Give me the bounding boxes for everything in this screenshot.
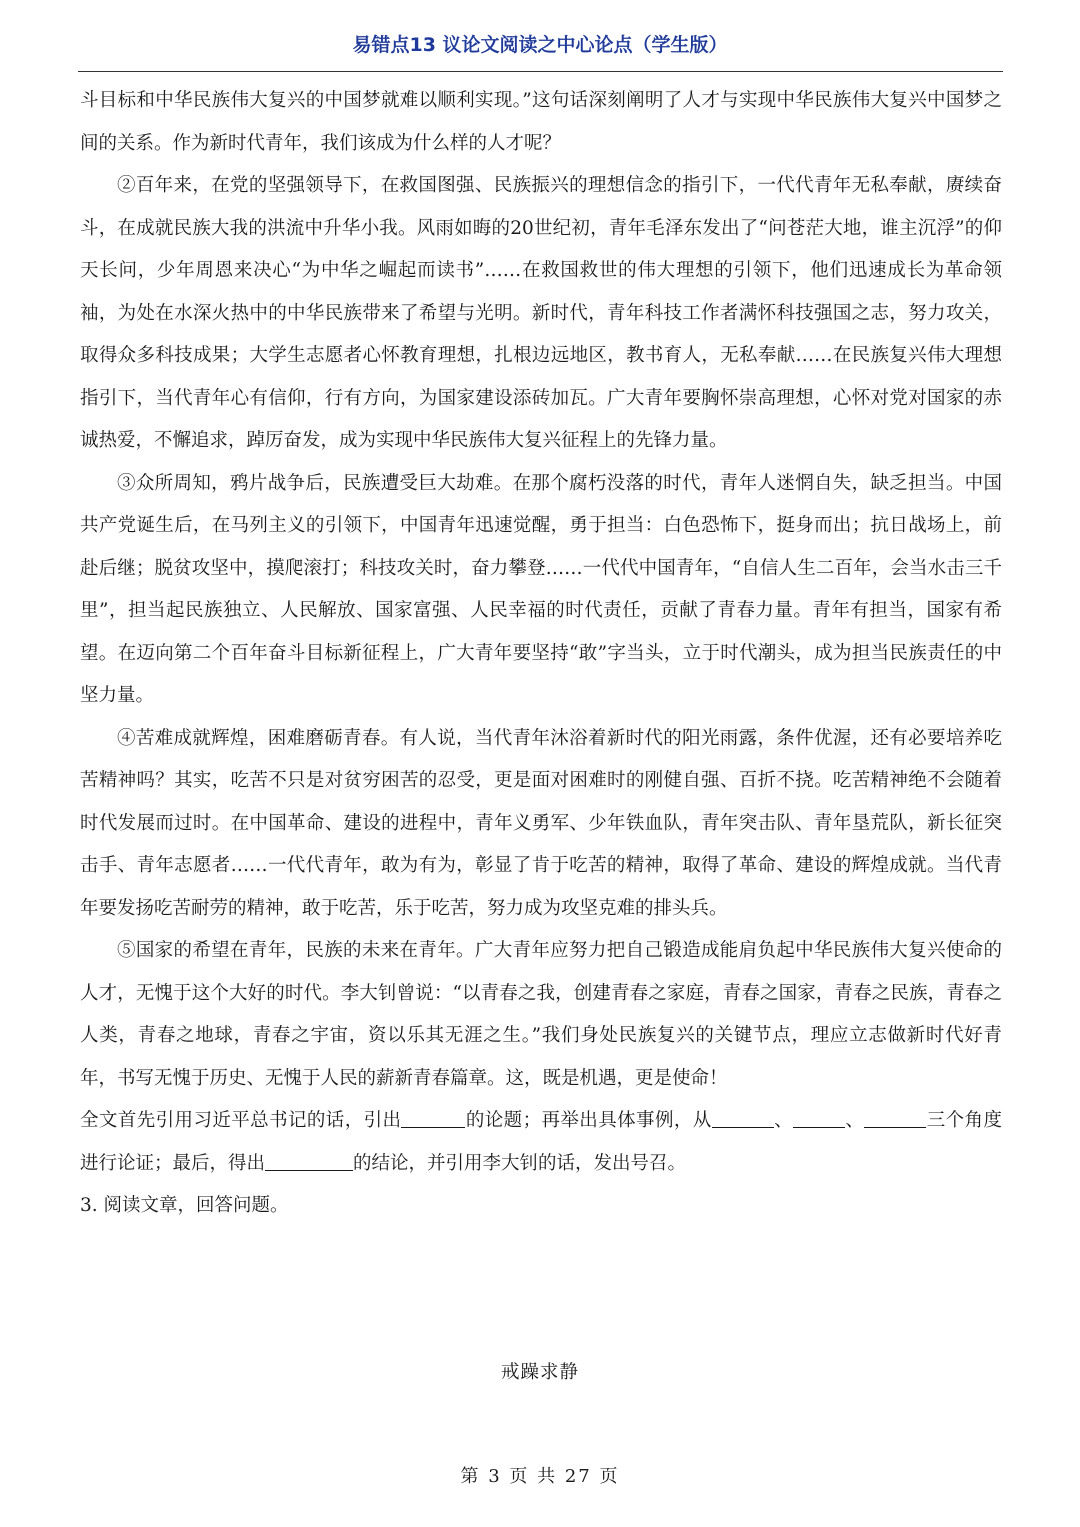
question-text-1: 全文首先引用习近平总书记的话，引出	[80, 1110, 402, 1131]
answer-blank-conclusion[interactable]	[265, 1151, 353, 1171]
page-header: 易错点13 议论文阅读之中心论点（学生版）	[352, 34, 728, 56]
question-text-3: 三个角度进行论证；最后，得出	[80, 1110, 1002, 1174]
paragraph-5: ⑤国家的希望在青年，民族的未来在青年。广大青年应努力把自己锻造成能肩负起中华民族伟大复兴使命的人才，无愧于这个大好的时代。李大钊曾说：“以青春之我，创建青春之家庭，青春之国家，青春之民族，青春之人类，青春之地球，青春之宇宙，资以乐其无涯之生。”我们身处民族复兴的关键节点，理应立志做新时代好青年，书写无愧于历史、无愧于人民的薪新青春篇章。这，既是机遇，更是使命！	[80, 940, 1002, 1089]
question-sep-2: 、	[845, 1110, 865, 1131]
paragraph-continued: 斗目标和中华民族伟大复兴的中国梦就难以顺利实现。”这句话深刻阐明了人才与实现中华民族伟大复兴中国梦之间的关系。作为新时代青年，我们该成为什么样的人才呢？	[80, 90, 1002, 154]
question-3-prompt: 3. 阅读文章，回答问题。	[80, 1195, 289, 1216]
paragraph-2: ②百年来，在党的坚强领导下，在救国图强、民族振兴的理想信念的指引下，一代代青年无私奉献，赓续奋斗，在成就民族大我的洪流中升华小我。风雨如晦的20世纪初，青年毛泽东发出了“问苍茫大地，谁主沉浮”的仰天长问，少年周恩来决心“为中华之崛起而读书”……在救国救世的伟大理想的引领下，他们迅速成长为革命领袖，为处在水深火热中的中华民族带来了希望与光明。新时代，青年科技工作者满怀科技强国之志，努力攻关，取得众多科技成果；大学生志愿者心怀教育理想，扎根边远地区，教书育人，无私奉献……在民族复兴伟大理想指引下，当代青年心有信仰，行有方向，为国家建设添砖加瓦。广大青年要胸怀崇高理想，心怀对党对国家的赤诚热爱，不懈追求，踔厉奋发，成为实现中华民族伟大复兴征程上的先锋力量。	[80, 175, 1002, 451]
document-body	[80, 80, 1002, 1228]
header-divider	[78, 71, 1003, 72]
question-text-4: 的结论，并引用李大钊的话，发出号召。	[353, 1152, 687, 1174]
answer-blank-angle-2[interactable]	[793, 1109, 845, 1129]
fill-in-question	[80, 1100, 1002, 1185]
answer-blank-angle-3[interactable]	[864, 1109, 926, 1129]
paragraph-4: ④苦难成就辉煌，困难磨砺青春。有人说，当代青年沐浴着新时代的阳光雨露，条件优渥，还有必要培养吃苦精神吗？其实，吃苦不只是对贫穷困苦的忍受，更是面对困难时的刚健自强、百折不挠。吃苦精神绝不会随着时代发展而过时。在中国革命、建设的进程中，青年义勇军、少年铁血队，青年突击队、青年垦荒队，新长征突击手、青年志愿者……一代代青年，敢为有为，彰显了肯于吃苦的精神，取得了革命、建设的辉煌成就。当代青年要发扬吃苦耐劳的精神，敢于吃苦，乐于吃苦，努力成为攻坚克难的排头兵。	[80, 727, 1002, 919]
answer-blank-angle-1[interactable]	[712, 1109, 774, 1129]
page-number: 第 3 页 共 27 页	[460, 1466, 620, 1487]
article-title: 戒躁求静	[500, 1362, 579, 1383]
question-sep-1: 、	[773, 1110, 793, 1131]
answer-blank-topic[interactable]	[401, 1109, 465, 1129]
question-text-2: 的论题；再举出具体事例，从	[465, 1110, 712, 1131]
paragraph-3: ③众所周知，鸦片战争后，民族遭受巨大劫难。在那个腐朽没落的时代，青年人迷惘自失，缺乏担当。中国共产党诞生后，在马列主义的引领下，中国青年迅速觉醒，勇于担当：白色恐怖下，挺身而出；抗日战场上，前赴后继；脱贫攻坚中，摸爬滚打；科技攻关时，奋力攀登……一代代中国青年，“自信人生二百年，会当水击三千里”，担当起民族独立、人民解放、国家富强、人民幸福的时代责任，贡献了青春力量。青年有担当，国家有希望。在迈向第二个百年奋斗目标新征程上，广大青年要坚持“敢”字当头，立于时代潮头，成为担当民族责任的中坚力量。	[80, 472, 1002, 706]
